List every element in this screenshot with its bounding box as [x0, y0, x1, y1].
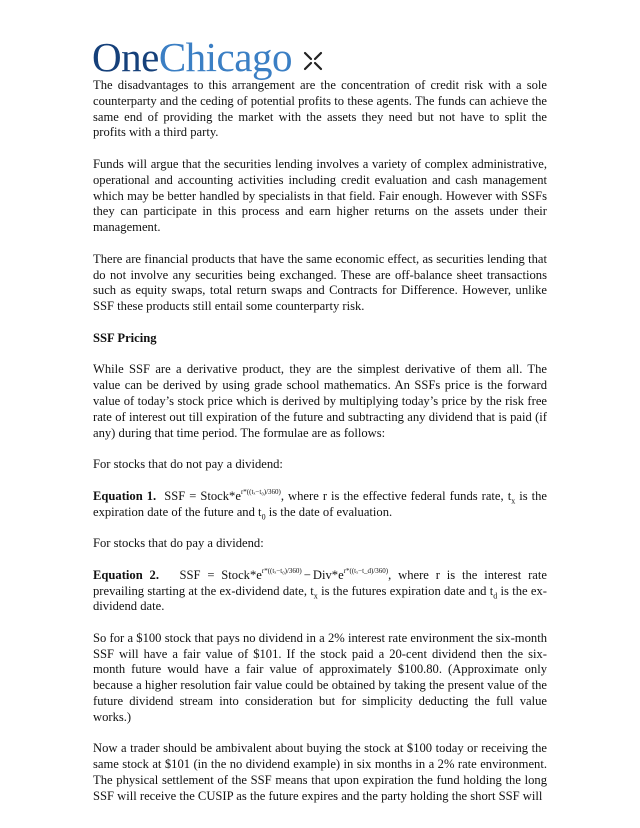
- equation-2-label: Equation 2.: [93, 567, 159, 582]
- paragraph-financial-products: There are financial products that have the same economic effect, as securities lending that do not involve any securities being exchanged. These are off-balance sheet transactions such as equity swaps, total return swaps and Contracts for Difference. However, unlike SSF these products still entail some counterparty risk.: [93, 251, 547, 314]
- equation-1-label: Equation 1.: [93, 488, 157, 503]
- logo-text-chicago: Chicago: [158, 34, 292, 80]
- equation-2-exponent-1: r*((tₓ−t₀)/360): [261, 566, 302, 575]
- equation-1-desc-c: is the date of evaluation.: [265, 504, 393, 519]
- equation-1-formula: [164, 489, 281, 503]
- equation-1-lhs: SSF = Stock*e: [164, 488, 241, 503]
- paragraph-no-dividend-intro: For stocks that do not pay a dividend:: [93, 457, 283, 472]
- equation-1-sub-x: x: [511, 496, 516, 506]
- equation-1: [93, 489, 547, 521]
- equation-2-sub-x: x: [313, 591, 318, 601]
- equation-1-exponent: r*((tₓ−t₀)/360): [240, 487, 281, 496]
- equation-2: [93, 568, 547, 615]
- equation-1-desc-a: , where r is the effective federal funds rate, t: [280, 488, 512, 503]
- equation-2-desc-a: , where r is the interest rate prevailing starting at the ex-dividend date, t: [93, 567, 547, 598]
- paragraph-ssf-pricing: While SSF are a derivative product, they are the simplest derivative of them all. The value can be derived by using grade school mathematics. An SSFs price is the forward value of today’s stock price which is derived by multiplying today’s price by the risk free rate of interest out till expiration of the future and subtracting any dividend that is paid (if any) during that time period. The formulae are as follows:: [93, 362, 547, 440]
- paragraph-trader: Now a trader should be ambivalent about buying the stock at $100 today or receiving the same stock at $101 (in the no dividend example) in six months in a 2% rate environment. The physical settlement of the SSF means that upon expiration the fund holding the long SSF will receive the CUSIP as the future expires and the party holding the short SSF will: [93, 741, 547, 803]
- equation-2-exponent-2: r*((tₓ−t_d)/360): [343, 566, 389, 575]
- equation-1-desc-b: is the expiration date of the future and t: [93, 488, 548, 519]
- paragraph-dividend-intro: For stocks that do pay a dividend:: [93, 536, 264, 551]
- equation-2-sub-d: d: [493, 591, 498, 601]
- onechicago-logo: [92, 28, 324, 78]
- equation-2-minus: −: [303, 567, 311, 582]
- equation-2-desc-b: is the futures expiration date and t: [317, 583, 494, 598]
- paragraph-example: So for a $100 stock that pays no dividend in a 2% interest rate environment the six-month SSF will have a fair value of $101. If the stock paid a 20-cent dividend then the six-month future would have a fair value of approximately $100.80. (Approximate only because a higher resolution fair value could be obtained by taking the present value of the future dividend stream into consideration but for simplicity deducting the full value works.): [93, 630, 547, 724]
- paragraph-securities-lending: Funds will argue that the securities lending involves a variety of complex administrative, operational and accounting activities including credit evaluation and cash management which may be better handled by specialists in that field. Fair enough. However with SSFs they can participate in this process and earn higher returns on the assets under their management.: [93, 156, 547, 235]
- equation-2-desc-c: is the ex-dividend date.: [93, 583, 547, 614]
- document-body: [93, 78, 547, 820]
- equation-2-lhs: SSF = Stock*e: [179, 567, 262, 582]
- section-heading-ssf-pricing: SSF Pricing: [93, 330, 157, 345]
- paragraph-disadvantages: The disadvantages to this arrangement are the concentration of credit risk with a sole counterparty and the ceding of potential profits to these agents. The funds can achieve the same end of providing the market with the assets they need but not have to split the profits with a third party.: [93, 78, 547, 140]
- equation-2-formula: [180, 568, 389, 582]
- logo-text-one: One: [92, 34, 159, 80]
- x-cross-mark-icon: [302, 50, 324, 72]
- equation-1-sub-0: 0: [261, 512, 266, 522]
- equation-2-term2: Div*e: [312, 567, 344, 582]
